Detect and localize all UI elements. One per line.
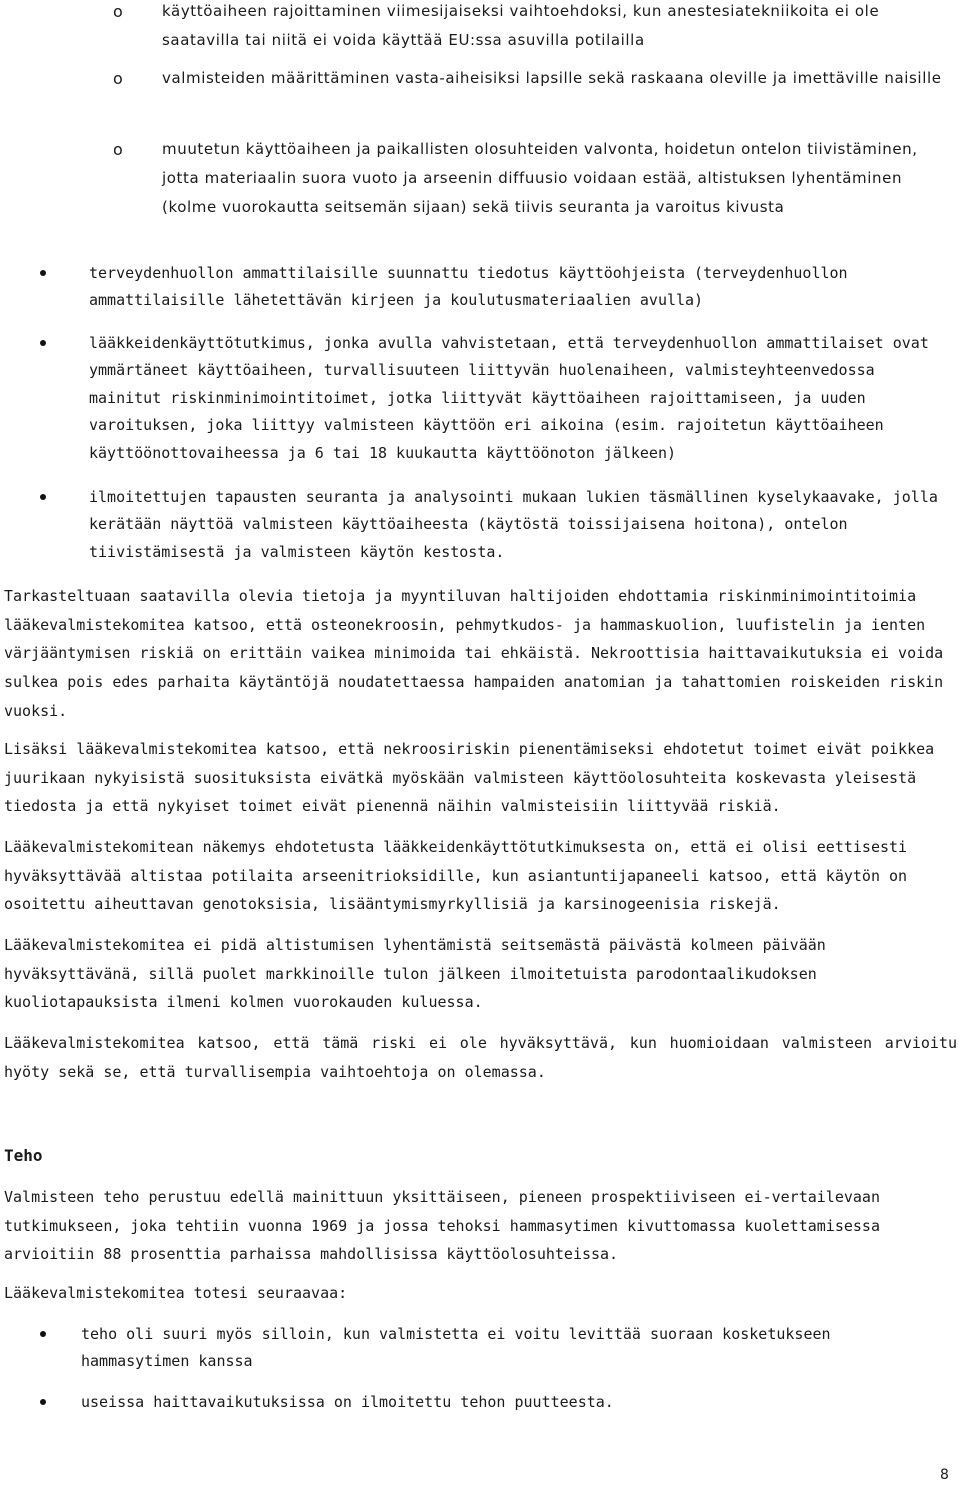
- body-paragraph: Lääkevalmistekomitea katsoo, että tämä riski ei ole hyväksyttävä, kun huomioidaan valmisteen arvioitu hyöty sekä se, että turvallisempia vaihtoehtoja on olemassa.: [4, 1034, 957, 1081]
- page-number: 8: [940, 1467, 949, 1483]
- bullet-item-text: ilmoitettujen tapausten seuranta ja analysointi mukaan lukien täsmällinen kyselykaavake, jolla kerätään näyttöä valmisteen käyttöaiheesta (käytöstä toissijaisena hoitona), ontelon tiivistämisestä ja valmisteen käytön kestosta.: [89, 488, 938, 561]
- sub-list-item-text: käyttöaiheen rajoittaminen viimesijaiseksi vaihtoehdoksi, kun anestesiatekniikoita ei ole saatavilla tai niitä ei voida käyttää EU:ssa asuvilla potilailla: [162, 2, 880, 49]
- body-paragraph: Lääkevalmistekomitea totesi seuraavaa:: [4, 1284, 348, 1302]
- bullet-dot: [40, 270, 46, 276]
- bullet-item-text: teho oli suuri myös silloin, kun valmistetta ei voitu levittää suoraan kosketukseen hammasytimen kanssa: [81, 1325, 831, 1371]
- bullet-item-text: terveydenhuollon ammattilaisille suunnattu tiedotus käyttöohjeista (terveydenhuollon ammattilaisille lähetettävän kirjeen ja koulutusmateriaalien avulla): [89, 264, 848, 310]
- body-paragraph: Lääkevalmistekomitean näkemys ehdotetusta lääkkeidenkäyttötutkimuksesta on, että ei olisi eettisesti hyväksyttävää altistaa potilaita arseenitrioksidille, kun asiantuntijapaneeli katsoo, että käytön on osoitettu aiheuttavan genotoksisia, lisääntymismyrkyllisiä ja karsinogeenisia riskejä.: [4, 838, 908, 914]
- sub-list-item-text: muutetun käyttöaiheen ja paikallisten olosuhteiden valvonta, hoidetun ontelon tiivistäminen, jotta materiaalin suora vuoto ja arseenin diffuusio voidaan estää, altistuksen lyhentäminen (kolme vuorokautta seitsemän sijaan) sekä tiivis seuranta ja varoitus kivusta: [162, 140, 918, 216]
- bullet-dot: [40, 1331, 46, 1337]
- sub-list-item-text: valmisteiden määrittäminen vasta-aiheisiksi lapsille sekä raskaana oleville ja imettäville naisille: [162, 69, 942, 87]
- sub-bullet-marker: o: [113, 69, 123, 88]
- bullet-dot: [40, 1399, 46, 1405]
- bullet-dot: [40, 494, 46, 500]
- bullet-item-text: lääkkeidenkäyttötutkimus, jonka avulla vahvistetaan, että terveydenhuollon ammattilaiset ovat ymmärtäneet käyttöaiheen, turvallisuuteen liittyvän huolenaiheen, valmisteyhteenvedossa mainitut riskinminimointitoimet, jotka liittyvät käyttöaiheen rajoittamiseen, ja uuden varoituksen, joka liittyy valmisteen käyttöön eri aikoina (esim. rajoitetun käyttöaiheen käyttöönottovaiheessa ja 6 tai 18 kuukautta käyttöönoton jälkeen): [89, 334, 929, 462]
- sub-bullet-marker: o: [113, 2, 123, 21]
- body-paragraph: Lisäksi lääkevalmistekomitea katsoo, että nekroosiriskin pienentämiseksi ehdotetut toimet eivät poikkea juurikaan nykyisistä suosituksista eivätkä myöskään valmisteen käyttöolosuhteita koskevasta yleisestä tiedosta ja että nykyiset toimet eivät pienennä näihin valmisteisiin liittyvää riskiä.: [4, 740, 935, 816]
- body-paragraph: Tarkasteltuaan saatavilla olevia tietoja ja myyntiluvan haltijoiden ehdottamia riskinminimointitoimia lääkevalmistekomitea katsoo, että osteonekroosin, pehmytkudos- ja hammaskuolion, luufistelin ja ienten värjääntymisen riskiä on erittäin vaikea minimoida tai ehkäistä. Nekroottisia haittavaikutuksia ei voida sulkea pois edes parhaita käytäntöjä noudatettaessa hampaiden anatomian ja tahattomien roiskeiden riskin vuoksi.: [4, 587, 944, 720]
- bullet-item-text: useissa haittavaikutuksissa on ilmoitettu tehon puutteesta.: [81, 1393, 614, 1411]
- section-heading: Teho: [4, 1146, 43, 1165]
- sub-bullet-marker: o: [113, 140, 123, 159]
- body-paragraph: Lääkevalmistekomitea ei pidä altistumisen lyhentämistä seitsemästä päivästä kolmeen päivään hyväksyttävänä, sillä puolet markkinoille tulon jälkeen ilmoitetuista parodontaalikudoksen kuoliotapauksista ilmeni kolmen vuorokauden kuluessa.: [4, 936, 826, 1012]
- body-paragraph: Valmisteen teho perustuu edellä mainittuun yksittäiseen, pieneen prospektiiviseen ei-vertailevaan tutkimukseen, joka tehtiin vuonna 1969 ja jossa tehoksi hammasytimen kivuttomassa kuolettamisessa arvioitiin 88 prosenttia parhaissa mahdollisissa käyttöolosuhteissa.: [4, 1188, 880, 1264]
- bullet-dot: [40, 340, 46, 346]
